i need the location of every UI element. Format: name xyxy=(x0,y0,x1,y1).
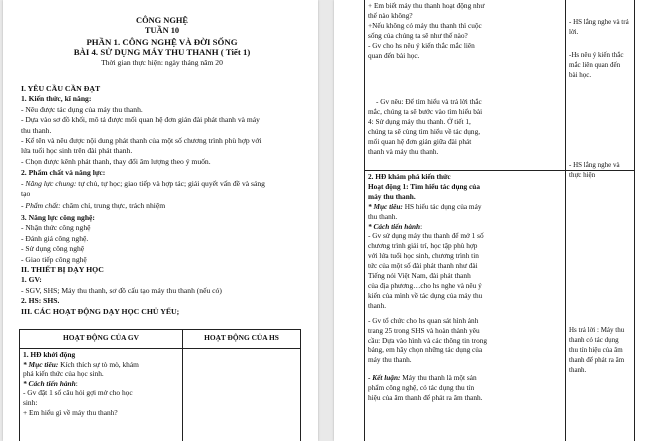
list-item: thu thanh. xyxy=(21,125,52,135)
table-line: bảng, em hãy chọn những tác dụng của xyxy=(368,345,483,355)
table-line: thanh và máy thu thanh. xyxy=(368,146,439,156)
subsection-heading: 3. Năng lực công nghệ: xyxy=(21,212,95,222)
table-line: sống của chúng ta sẽ như thế nào? xyxy=(368,30,468,40)
part-title: PHẦN 1. CÔNG NGHỆ VÀ ĐỜI SỐNG xyxy=(86,36,238,47)
list-item: - Sử dụng công nghệ xyxy=(21,244,85,254)
table-line: mối quan hệ đơn giản giữa đài phát xyxy=(368,136,472,146)
lesson-title: BÀI 4. SỬ DỤNG MÁY THU THANH ( Tiết 1) xyxy=(73,47,251,58)
section-heading: I. YÊU CẦU CẦN ĐẠT xyxy=(21,84,101,93)
list-item: - Đánh giá công nghệ. xyxy=(21,233,89,243)
table-line: mắc, chúng ta sẽ bước vào tìm hiểu bài xyxy=(368,106,483,116)
table-line: quan đến bài học. xyxy=(368,50,420,60)
list-item: - Giao tiếp công nghệ xyxy=(21,254,87,264)
activity-table xyxy=(19,329,301,441)
table-line: thế nào không? xyxy=(368,10,413,20)
activity-subtitle: máy thu thanh. xyxy=(368,191,416,201)
table-line: thanh. xyxy=(569,365,587,374)
subsection-heading: 1. Kiến thức, kĩ năng: xyxy=(21,94,92,104)
section-heading: III. CÁC HOẠT ĐỘNG DẠY HỌC CHỦ YẾU; xyxy=(21,306,180,316)
table-line: bài học. xyxy=(569,70,592,79)
table-line: cầu: Dựa vào hình và các thông tin trong xyxy=(368,335,488,345)
section-heading: II. THIẾT BỊ DẠY HỌC xyxy=(21,264,104,274)
list-item: - Năng lực chung: tự chủ, tự học; giao tiếp và hợp tác; giải quyết vấn đề và sáng xyxy=(21,178,265,188)
table-line: * Cách tiến hành: xyxy=(23,378,78,388)
table-line: thanh. xyxy=(368,300,387,310)
table-line: với lứa tuổi học sinh, chương trình tin xyxy=(368,251,479,261)
table-line: - HS lắng nghe và trả lời. xyxy=(569,18,629,36)
activity-subtitle: Hoạt động 1: Tìm hiểu tác dụng của xyxy=(368,181,480,191)
table-line: -Hs nêu ý kiến thắc mắc liên quan đến xyxy=(569,50,624,69)
table-line: tức của một số đài phát thanh như đài xyxy=(368,261,478,271)
list-item: - Kể tên và nêu được nội dung phát thanh của một số chương trình phù hợp với xyxy=(21,136,262,146)
list-item: tạo xyxy=(21,189,31,199)
table-header-gv: HOẠT ĐỘNG CỦA GV xyxy=(20,330,183,349)
table-line: chương trình giải trí, học tập phù hợp xyxy=(368,241,478,251)
table-line: thu tín hiệu của âm thanh để phát ra âm xyxy=(569,345,625,364)
table-line: hiệu của âm thanh để phát ra âm thanh. xyxy=(368,393,483,403)
table-line: của địa phương…cho hs nghe và nêu ý xyxy=(368,280,482,290)
subsection-heading: 2. HS: SHS. xyxy=(21,296,60,306)
lesson-header xyxy=(21,16,303,68)
table-cell-hs xyxy=(569,161,632,181)
activity-title: 2. HĐ khám phá kiến thức xyxy=(368,172,451,181)
subsection-heading: 1. GV: xyxy=(21,275,42,285)
table-line: trang 25 trong SHS và hoàn thành yêu xyxy=(368,325,480,335)
activity-title: 1. HĐ khởi động xyxy=(23,350,76,359)
table-line: + Em hiểu gì về máy thu thanh? xyxy=(23,407,118,417)
table-cell-gv xyxy=(368,1,561,60)
subsection-heading: 2. Phẩm chất và năng lực: xyxy=(21,168,106,178)
table-line: - Kết luận: Máy thu thanh là một sản xyxy=(368,373,477,383)
table-line: - Gv đặt 1 số câu hỏi gợi mở cho học xyxy=(23,388,133,398)
week-title: TUẦN 10 xyxy=(144,26,180,36)
table-cell-gv xyxy=(368,172,561,403)
table-cell-hs xyxy=(569,18,632,81)
subject-title: CÔNG NGHỆ xyxy=(136,16,188,25)
table-cell-gv xyxy=(368,97,561,156)
requirements-section xyxy=(21,84,303,317)
activity-table-continued xyxy=(364,0,634,441)
table-line: * Cách tiến hành: xyxy=(368,221,423,231)
table-line: * Mục tiêu: HS hiểu tác dụng của máy xyxy=(368,201,482,211)
table-line: + Em biết máy thu thanh hoạt động như xyxy=(368,1,485,10)
table-line: kiến của mình về tác dụng của máy thu xyxy=(368,290,483,300)
table-line: - Gv cho hs nêu ý kiến thắc mắc liên xyxy=(368,40,475,50)
list-item: - SGV, SHS; Máy thu thanh, sơ đồ cấu tạo máy thu thanh (nếu có) xyxy=(21,285,222,295)
list-item: - Chọn được kênh phát thanh, thay đổi âm lượng theo ý muốn. xyxy=(21,156,211,166)
table-line: máy thu thanh. xyxy=(368,355,412,365)
table-line: phẩm công nghệ, có tác dụng thu tín xyxy=(368,383,475,393)
list-item: - Dựa vào sơ đồ khối, mô tả được mối quan hệ đơn giản đài phát thanh và máy xyxy=(21,115,260,125)
table-cell-hs xyxy=(182,349,300,441)
table-line: 4: Sử dụng máy thu thanh. Ở tiết 1, xyxy=(368,116,471,126)
table-line: - Gv nêu: Để tìm hiểu và trả lời thắc xyxy=(376,97,482,106)
document-page-left xyxy=(3,0,318,441)
table-line: chúng ta sẽ cùng tìm hiểu về tác dụng, xyxy=(368,126,481,136)
table-line: +Nếu không có máy thu thanh thì cuộc xyxy=(368,20,482,30)
table-line: * Mục tiêu: Kích thích sự tò mò, khám xyxy=(23,359,139,369)
table-line: - HS lắng nghe và thực hiện xyxy=(569,161,620,179)
list-item: lứa tuổi học sinh trên đài phát thanh. xyxy=(21,146,133,156)
document-page-right xyxy=(334,0,650,441)
table-header-hs: HOẠT ĐỘNG CỦA HS xyxy=(182,330,300,349)
list-item: - Nhận thức công nghệ xyxy=(21,223,91,233)
table-line: - Gv sử dụng máy thu thanh để mở 1 số xyxy=(368,231,484,241)
table-line: Hs trả lời : Máy thu thanh có tác dụng xyxy=(569,326,625,344)
table-line: sinh: xyxy=(23,397,38,407)
table-line: Tiếng nói Việt Nam, đài phát thanh xyxy=(368,271,471,281)
table-line: thu thanh. xyxy=(368,211,398,221)
table-line: phá kiến thức của học sinh. xyxy=(23,369,104,379)
list-item: - Nêu được tác dụng của máy thu thanh. xyxy=(21,104,143,114)
table-cell-hs xyxy=(569,326,632,376)
table-cell-gv xyxy=(20,349,183,441)
list-item: - Phẩm chất: chăm chỉ, trung thực, trách nhiệm xyxy=(21,201,166,211)
table-line: - Gv tổ chức cho hs quan sát hình ảnh xyxy=(368,315,479,325)
date-line: Thời gian thực hiện: ngày tháng năm 20 xyxy=(101,57,223,67)
